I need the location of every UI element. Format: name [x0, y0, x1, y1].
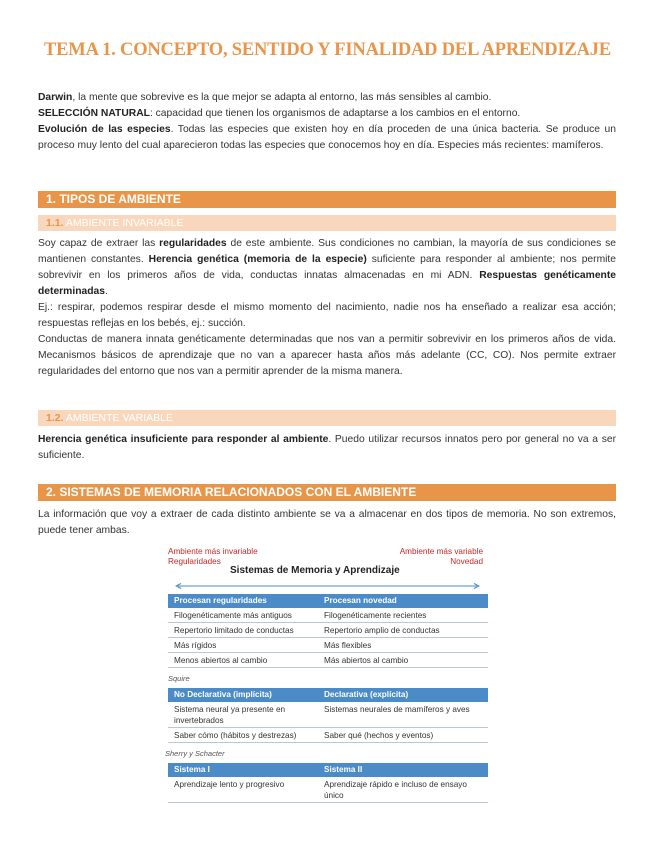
table-row: Aprendizaje lento y progresivo Aprendizaje rápido e incluso de ensayo único	[168, 777, 488, 803]
page-title: TEMA 1. CONCEPTO, SENTIDO Y FINALIDAD DEL APRENDIZAJE	[44, 40, 611, 60]
table-sistemas	[168, 763, 488, 803]
variable-paragraph: Herencia genética insuficiente para responder al ambiente. Puedo utilizar recursos innatos pero por general no va a ser suficiente.	[38, 434, 616, 461]
intro-paragraph-evolucion: Evolución de las especies. Todas las especies que existen hoy en día proceden de una única bacteria. Se produce un proceso muy lento del cual aparecieron todas las especies que conocemos hoy en día. Especies más recientes: mamíferos.	[38, 124, 616, 151]
diagram-right-label: Ambiente más variable Novedad	[399, 547, 483, 566]
intro-paragraph-darwin: Darwin, la mente que sobrevive es la que mejor se adapta al entorno, las más sensibles al cambio.	[38, 92, 492, 103]
table-row: Sistema neural ya presente en invertebrados Sistemas neurales de mamíferos y aves	[168, 702, 488, 728]
sistemas-block	[38, 507, 616, 539]
section-heading-sistemas-memoria: 2. SISTEMAS DE MEMORIA RELACIONADOS CON EL AMBIENTE	[38, 484, 616, 501]
table-header: No Declarativa (implícita) Declarativa (explícita)	[168, 688, 488, 702]
invariable-paragraph-2: Ej.: respirar, podemos respirar desde el mismo momento del nacimiento, nadie nos ha enseñado a realizar esa acción; respuestas reflejas en los bebés, ej.: succión.	[38, 302, 616, 329]
intro-paragraph-seleccion: SELECCIÓN NATURAL: capacidad que tienen los organismos de adaptarse a los cambios en el entorno.	[38, 108, 521, 119]
subsection-heading-invariable: 1.1. AMBIENTE INVARIABLE	[38, 215, 616, 231]
table-header: Procesan regularidades Procesan novedad	[168, 594, 488, 608]
table-regularidades-novedad	[168, 594, 488, 668]
table-declarativa	[168, 688, 488, 743]
double-arrow-icon	[175, 583, 480, 589]
intro-block	[38, 90, 616, 154]
source-squire: Squire	[168, 674, 190, 683]
invariable-paragraph-1: Soy capaz de extraer las regularidades de este ambiente. Sus condiciones no cambian, la mayoría de sus condiciones se mantienen constantes. Herencia genética (memoria de la especie) suficiente para responder al ambiente; nos permite sobrevivir en los primeros años de vida, conductas innatas almacenadas en mi ADN. Respuestas genéticamente determinadas.	[38, 238, 617, 297]
invariable-block	[38, 236, 616, 380]
variable-block	[38, 432, 616, 464]
table-row: Más rígidos Más flexibles	[168, 638, 488, 653]
table-row: Saber cómo (hábitos y destrezas) Saber qué (hechos y eventos)	[168, 728, 488, 743]
source-sherry-schacter: Sherry y Schacter	[165, 749, 225, 758]
subsection-heading-variable: 1.2. AMBIENTE VARIABLE	[38, 410, 616, 426]
diagram-title: Sistemas de Memoria y Aprendizaje	[230, 565, 400, 576]
sistemas-paragraph: La información que voy a extraer de cada distinto ambiente se va a almacenar en dos tipos de memoria. No son extremos, puede tener ambas.	[38, 509, 616, 536]
table-row: Repertorio limitado de conductas Repertorio amplio de conductas	[168, 623, 488, 638]
section-heading-tipos-ambiente: 1. TIPOS DE AMBIENTE	[38, 191, 616, 208]
invariable-paragraph-3: Conductas de manera innata genéticamente determinadas que nos van a permitir sobrevivir en los primeros años de vida. Mecanismos básicos de aprendizaje que no van a aparecer hasta años más adelante (CC, CO). Nos permite extraer regularidades del entorno que nos van a permitir aprender de la misma manera.	[38, 334, 616, 377]
table-row: Filogenéticamente más antiguos Filogenéticamente recientes	[168, 608, 488, 623]
table-row: Menos abiertos al cambio Más abiertos al cambio	[168, 653, 488, 668]
table-header: Sistema I Sistema II	[168, 763, 488, 777]
diagram-left-label: Ambiente más invariable Regularidades	[168, 547, 258, 566]
